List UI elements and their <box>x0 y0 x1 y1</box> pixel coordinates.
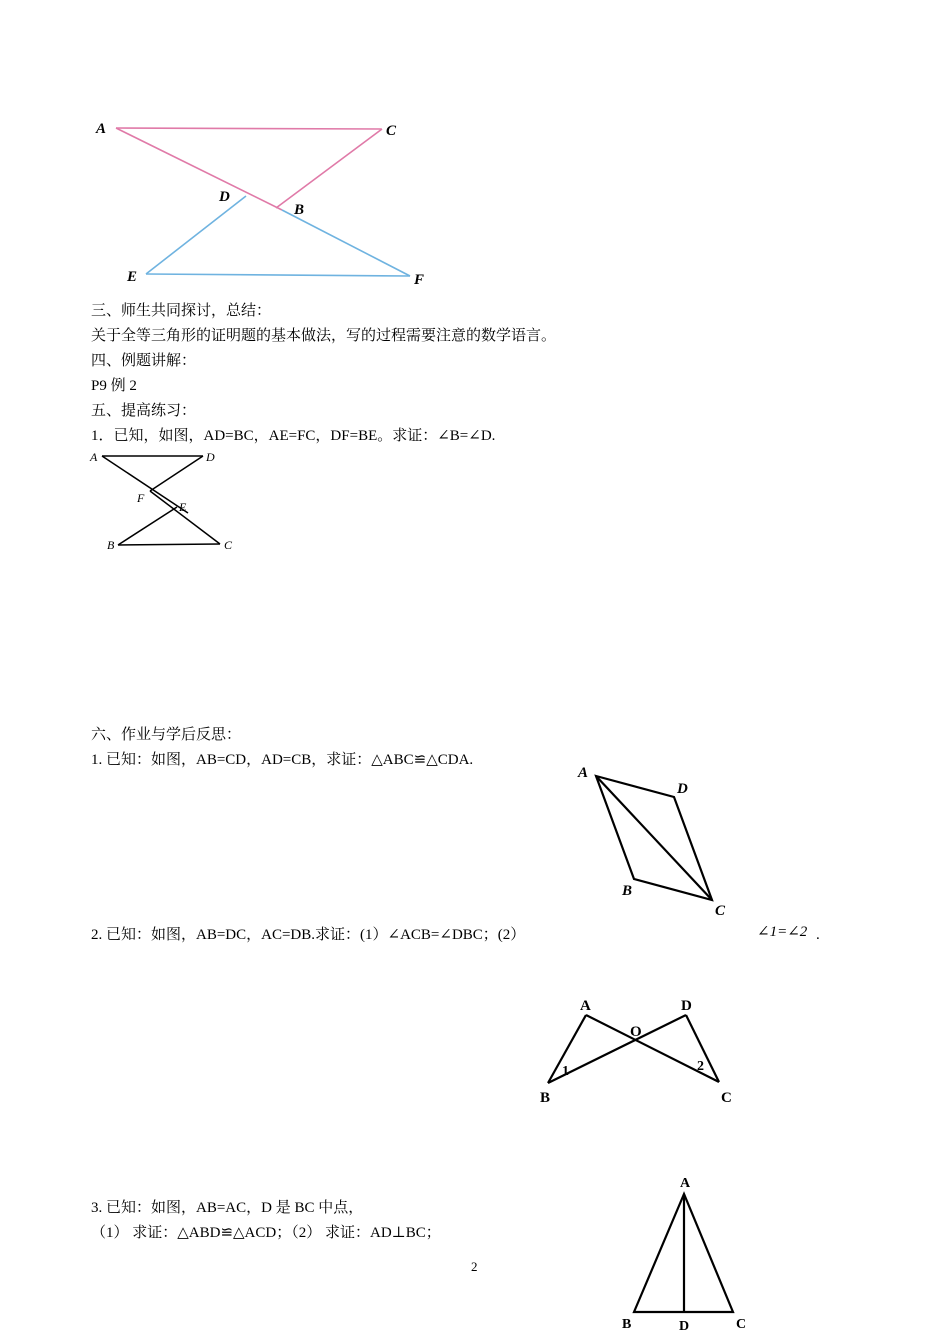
label-a: A <box>96 121 107 137</box>
label-a: A <box>90 450 98 464</box>
label-c: C <box>715 903 726 919</box>
label-d: D <box>219 189 230 205</box>
label-c: C <box>736 1317 747 1332</box>
label-e: E <box>127 269 138 285</box>
label-c: C <box>386 123 397 139</box>
label-f: F <box>414 272 425 288</box>
section-6-question-2: 2. 已知：如图，AB=DC，AC=DB.求证：(1）∠ACB=∠DBC；(2） <box>91 927 526 943</box>
label-a: A <box>578 765 589 781</box>
section-6-question-1: 1. 已知：如图，AB=CD，AD=CB，求证：△ABC≌△CDA. <box>91 752 474 768</box>
section-3-heading: 三、师生共同探讨，总结： <box>91 303 272 319</box>
section-6-heading: 六、作业与学后反思： <box>91 727 242 743</box>
label-a: A <box>680 1176 691 1191</box>
section-5-heading: 五、提高练习： <box>91 403 197 419</box>
section-4-heading: 四、例题讲解： <box>91 353 197 369</box>
label-d: D <box>679 1319 690 1334</box>
label-d: D <box>206 450 215 464</box>
section-5-question-1: 1．已知，如图，AD=BC，AE=FC，DF=BE。求证：∠B=∠D. <box>91 428 496 444</box>
section-6-question-2-end: . <box>816 927 820 943</box>
label-b: B <box>540 1090 551 1106</box>
section-6-question-3: 3. 已知：如图，AB=AC，D 是 BC 中点， <box>91 1200 364 1216</box>
label-d: D <box>677 781 688 797</box>
label-d: D <box>681 998 692 1014</box>
label-2: 2 <box>697 1059 704 1074</box>
section-3-body: 关于全等三角形的证明题的基本做法，写的过程需要注意的数学语言。 <box>91 328 557 344</box>
label-b: B <box>294 202 305 218</box>
label-e: E <box>179 500 187 514</box>
label-a: A <box>580 998 591 1014</box>
section-4-ref: P9 例 2 <box>91 378 137 394</box>
label-c: C <box>721 1090 732 1106</box>
section-6-question-3-parts: （1） 求证：△ABD≌△ACD；（2） 求证：AD⊥BC； <box>91 1225 441 1241</box>
page-number: 2 <box>471 1259 478 1274</box>
label-b: B <box>622 883 633 899</box>
label-b: B <box>107 538 115 552</box>
label-o: O <box>630 1024 642 1040</box>
label-1: 1 <box>562 1064 569 1079</box>
section-6-question-2-tail: ∠1=∠2 <box>757 924 808 940</box>
label-c: C <box>224 538 233 552</box>
label-f: F <box>137 491 145 505</box>
label-b: B <box>622 1317 632 1332</box>
